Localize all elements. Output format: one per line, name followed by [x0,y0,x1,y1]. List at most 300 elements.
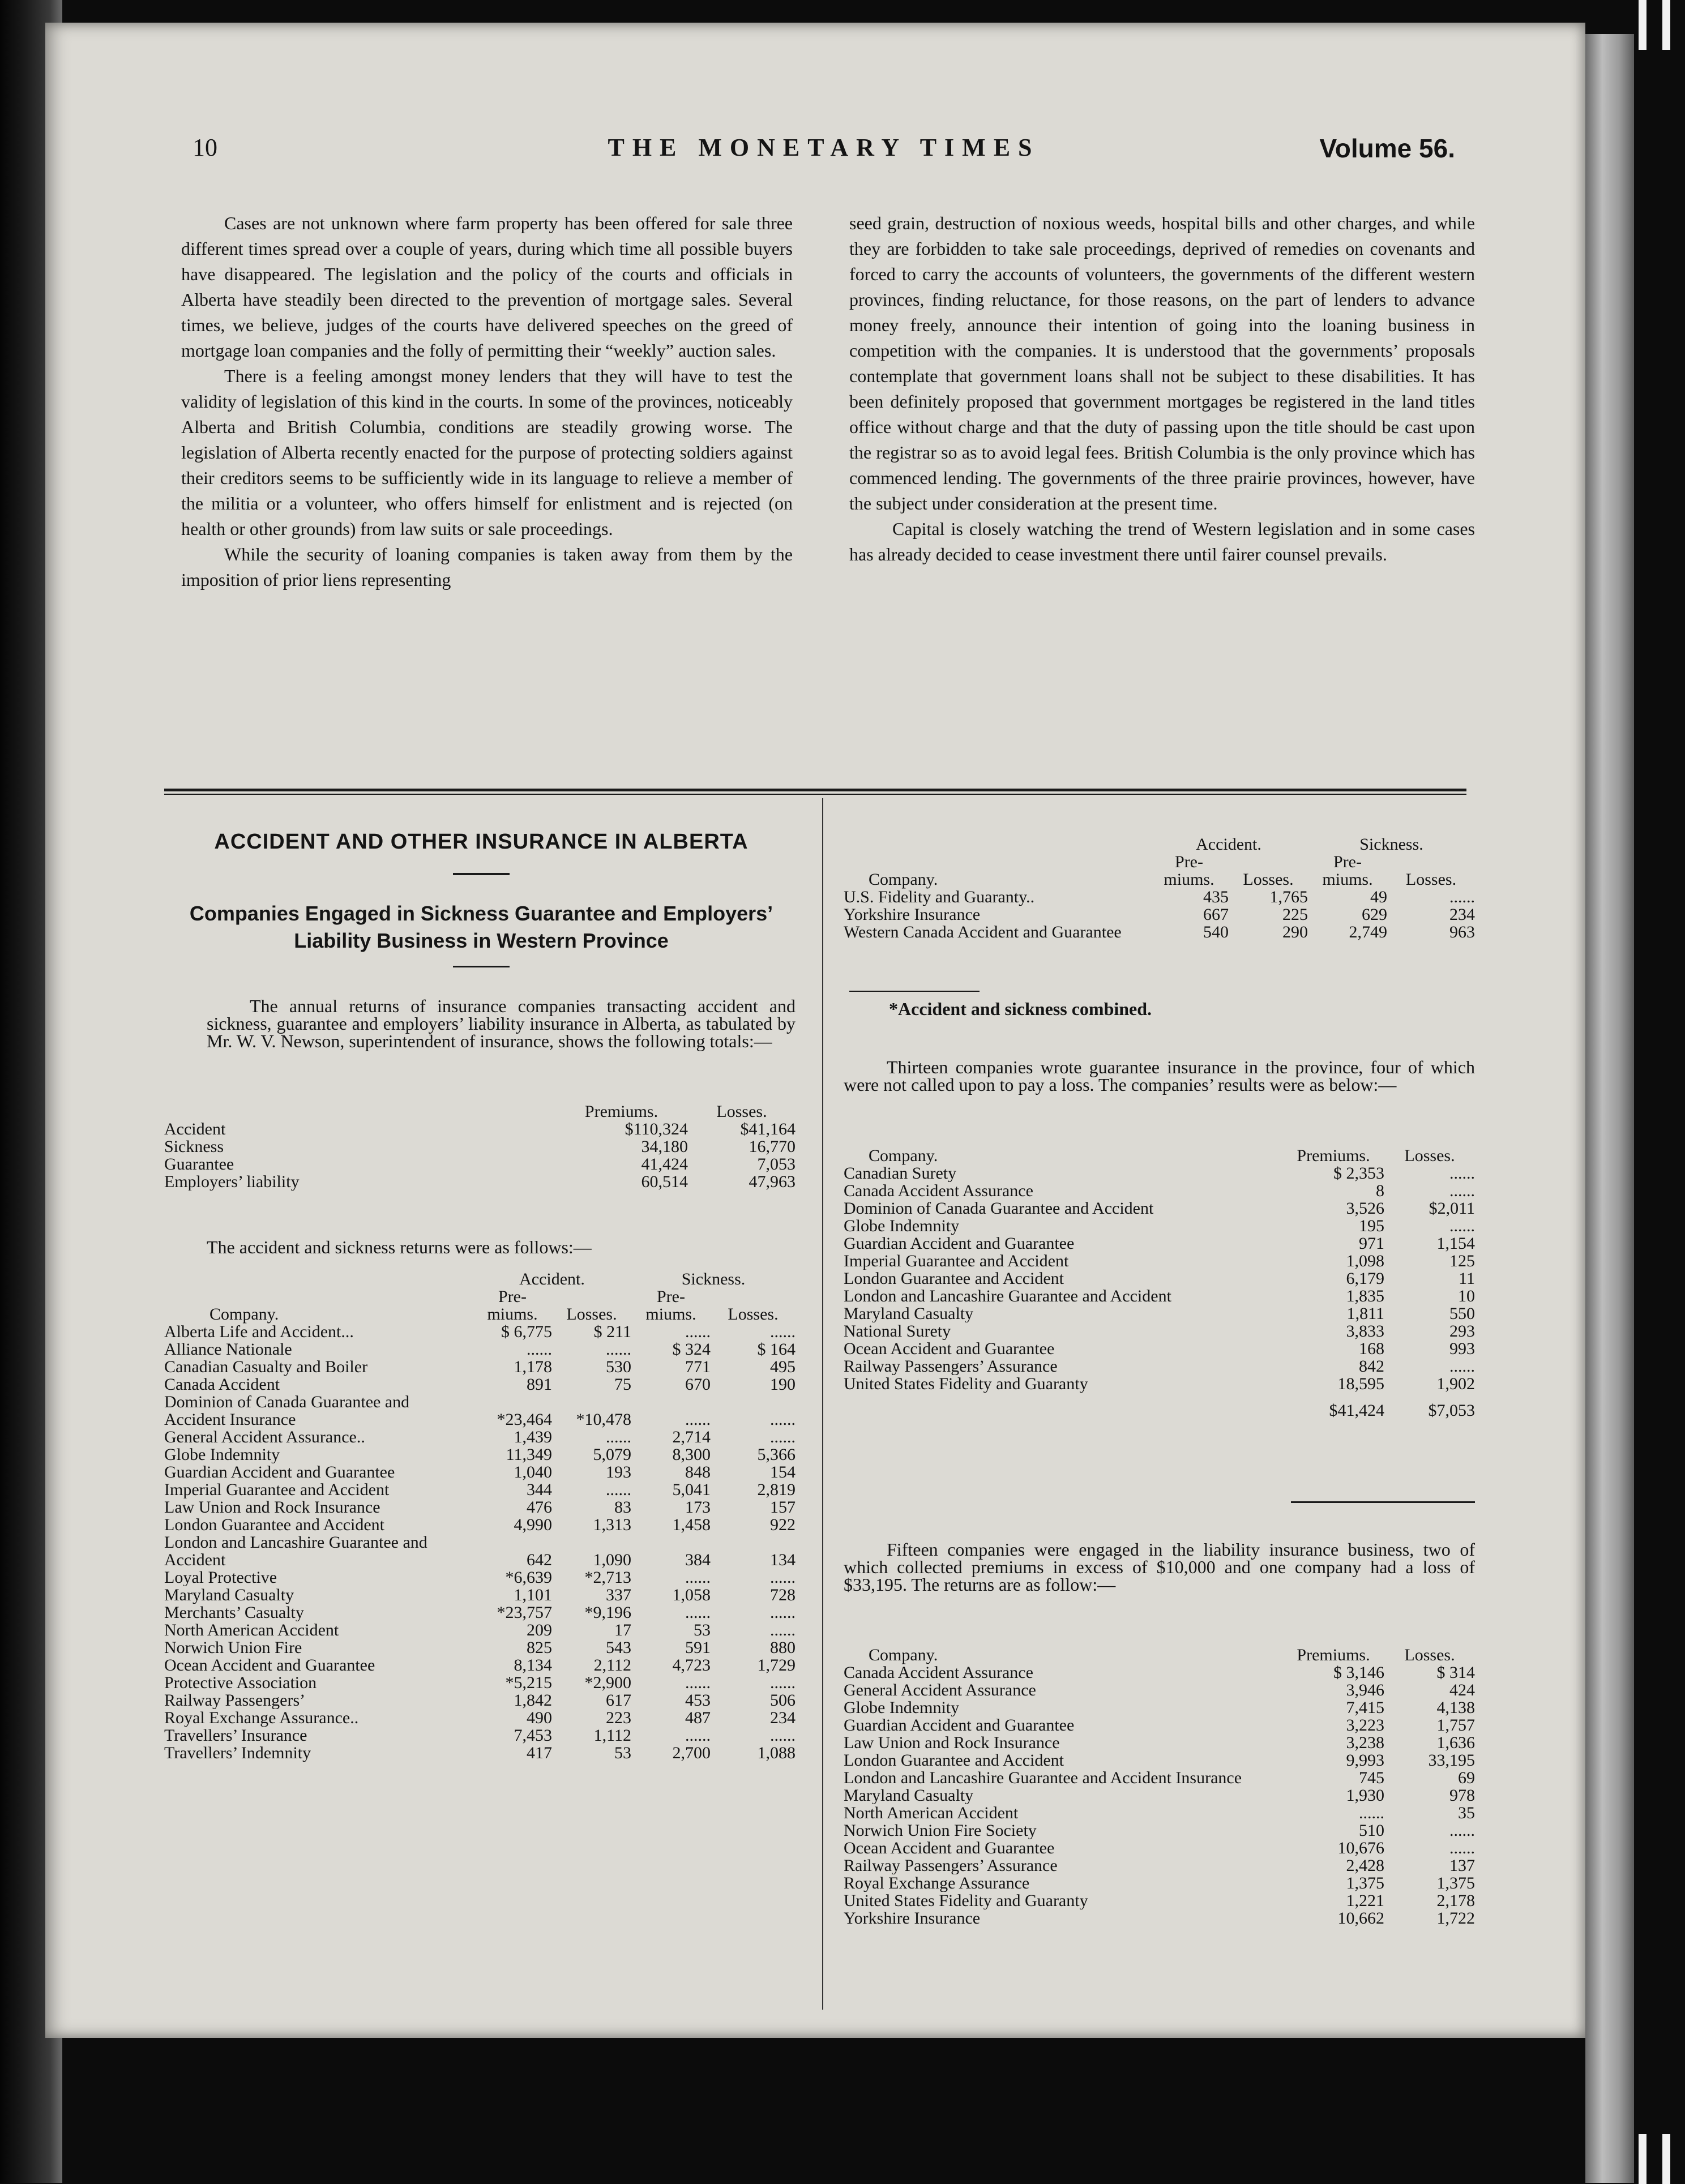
accident-header: Accident. [1196,835,1261,854]
table-cell: $ 211 [593,1322,631,1341]
table-cell: 337 [606,1586,631,1604]
table-cell: *23,464 [497,1410,552,1429]
company-name: Railway Passengers’ Assurance [844,1857,1058,1874]
company-name: United States Fidelity and Guaranty [844,1375,1088,1393]
table-row [844,1681,1475,1699]
table-row [164,1639,796,1656]
totals-table [164,1103,796,1191]
table-cell: *2,900 [584,1673,631,1692]
table-row [164,1569,796,1586]
company-name: Railway Passengers’ Assurance [844,1357,1058,1375]
subtitle-line: Liability Business in Western Province [294,929,669,952]
losses-header: Losses. [1404,1146,1455,1165]
table-row [164,1604,796,1621]
table-cell: 490 [527,1708,552,1727]
section-divider [164,789,1466,791]
table-cell: 510 [1359,1821,1384,1840]
table-row [164,1428,796,1446]
table-cell: ...... [770,1568,796,1587]
table-cell: 880 [770,1638,796,1657]
table-cell: 530 [606,1357,631,1376]
film-mark [1639,0,1646,50]
table-cell: 8 [1376,1181,1384,1200]
miums-header: miums. [1164,870,1214,889]
losses-header: Losses. [1405,870,1457,889]
company-header: Company. [869,870,938,889]
company-name: London and Lancashire Guarantee and Accident Insurance [844,1769,1242,1787]
table-cell: ...... [770,1621,796,1639]
table-cell: $ 314 [1436,1663,1475,1682]
table-cell: 745 [1359,1768,1384,1787]
table-cell: 60,514 [641,1172,688,1191]
table-cell: 6,179 [1346,1269,1384,1288]
film-mark [1662,0,1670,50]
table-cell: ...... [770,1726,796,1745]
table-cell: 1,375 [1346,1874,1384,1892]
table-cell: ...... [770,1322,796,1341]
table-cell: ...... [685,1726,711,1745]
category-name: Guarantee [164,1155,234,1173]
table-row [844,1357,1475,1375]
company-name: Norwich Union Fire [164,1639,302,1656]
table-cell: 842 [1359,1357,1384,1376]
table-cell: ...... [606,1340,631,1359]
table-cell: ...... [685,1603,711,1622]
table-row [164,1727,796,1744]
table-cell: 978 [1449,1786,1475,1805]
sickness-header: Sickness. [681,1270,746,1288]
table-cell: 168 [1359,1339,1384,1358]
paragraph: seed grain, destruction of noxious weeds, hospital bills and other charges, and while they are forbidden to take sale proceedings, deprived of remedies on covenants and forced to carry the accounts of volunteers, the governments of the different western provinces, finding reluctance, for those reasons, on the part of lenders to advance money freely, announce their intention of going into the loaning business in competition with the companies. It is understood that the governments’ proposals contemplate that government loans shall not be subject to these disabilities. It has been definitely proposed that government mortgages be registered in the land titles office without charge and that the duty of passing upon the title should be cast upon the registrar so as to avoid legal fees. British Columbia is the only province which has commenced lending. The governments of the three prairie provinces, however, have the subject under consideration at the present time. [849,213,1475,513]
company-name: Canada Accident Assurance [844,1182,1033,1200]
table-cell: 1,221 [1346,1891,1384,1910]
table-cell: 5,079 [593,1445,631,1464]
company-name: Guardian Accident and Guarantee [164,1463,395,1481]
table-cell: 18,595 [1337,1374,1384,1393]
accident-intro [207,1239,796,1256]
table-cell: $ 2,353 [1333,1164,1384,1183]
company-name: Travellers’ Insurance [164,1727,307,1744]
table-cell: 41,424 [641,1155,688,1174]
pre-header: Pre- [657,1287,685,1306]
table-row [844,1217,1475,1235]
journal-title: THE MONETARY TIMES [608,134,1040,161]
table-cell: 3,833 [1346,1322,1384,1341]
column-rule [822,798,823,2010]
table-cell: ...... [770,1410,796,1429]
table-cell: 1,375 [1436,1874,1475,1892]
table-cell: 223 [606,1708,631,1727]
table-cell: 629 [1362,905,1387,924]
premiums-header: Premiums. [1297,1646,1370,1664]
film-mark [1662,2134,1670,2184]
table-cell: 83 [614,1498,631,1517]
total-rule [1291,1501,1475,1503]
table-cell: $ 164 [757,1340,796,1359]
intro-paragraph [207,997,796,1050]
table-row [164,1586,796,1604]
section-subtitle [167,900,796,954]
table-cell: 17 [614,1621,631,1639]
company-name: Canadian Surety [844,1164,957,1182]
table-cell: *9,196 [584,1603,631,1622]
section-title: ACCIDENT AND OTHER INSURANCE IN ALBERTA [214,830,749,854]
table-row [164,1358,796,1376]
table-row [844,1892,1475,1909]
company-name: U.S. Fidelity and Guaranty.. [844,888,1035,906]
table-row [844,1182,1475,1200]
table-cell: 2,749 [1349,923,1387,941]
table-cell: *10,478 [576,1410,631,1429]
category-name: Employers’ liability [164,1173,300,1191]
table-cell: 1,439 [514,1428,552,1446]
premiums-header: Premiums. [584,1102,658,1121]
company-name: Dominion of Canada Guarantee and Accident [844,1200,1154,1217]
table-cell: 495 [770,1357,796,1376]
company-name: General Accident Assurance.. [164,1428,365,1446]
guarantee-intro-text: Thirteen companies wrote guarantee insurance in the province, four of which were not called upon to pay a loss. The companies’ results were as below:— [844,1057,1475,1095]
table-cell: 993 [1449,1339,1475,1358]
company-name: Railway Passengers’ [164,1691,306,1709]
table-cell: 16,770 [749,1137,796,1156]
paragraph: Cases are not unknown where farm property has been offered for sale three different times spread over a couple of years, during which time all possible buyers have disappeared. The legislation and the policy of the courts and officials in Alberta have steadily been directed to the prevention of mortgage sales. Several times, we believe, judges of the courts have delivered speeches on the greed of mortgage loan companies and the folly of permitting their “weekly” auction sales. [181,213,793,361]
table-cell: *2,713 [584,1568,631,1587]
company-name: Protective Association [164,1674,317,1691]
table-row [844,923,1475,941]
guarantee-total-losses: $7,053 [1428,1401,1475,1420]
company-name: Western Canada Accident and Guarantee [844,923,1122,941]
table-cell: 1,098 [1346,1252,1384,1270]
table-cell: 293 [1449,1322,1475,1341]
table-cell: 33,195 [1428,1751,1475,1770]
accident-sickness-table-continued [844,836,1475,941]
table-row [164,1534,796,1569]
table-cell: 1,842 [514,1691,552,1710]
title-rule [453,873,510,875]
table-cell: 1,154 [1436,1234,1475,1253]
table-cell: 137 [1449,1856,1475,1875]
company-name: Yorkshire Insurance [844,906,981,923]
liability-table [844,1646,1475,1927]
company-name: Imperial Guarantee and Accident [844,1252,1069,1270]
company-name: London and Lancashire Guarantee and Accident [844,1287,1171,1305]
right-text-column [849,211,1475,567]
table-cell: 154 [770,1463,796,1481]
company-name: Maryland Casualty [844,1305,974,1322]
company-name: Guardian Accident and Guarantee [844,1716,1075,1734]
accident-sickness-table [164,1270,796,1762]
company-name: General Accident Assurance [844,1681,1036,1699]
company-name: Dominion of Canada Guarantee and Accident Insurance [164,1393,410,1428]
table-cell: ...... [527,1340,552,1359]
table-cell: 47,963 [749,1172,796,1191]
company-name: Canadian Casualty and Boiler [164,1358,368,1376]
company-name: Travellers’ Indemnity [164,1744,311,1762]
table-cell: ...... [1449,1217,1475,1235]
table-row [844,1200,1475,1217]
company-header: Company. [869,1646,938,1664]
table-cell: ...... [606,1428,631,1446]
table-cell: 617 [606,1691,631,1710]
table-cell: 4,138 [1436,1698,1475,1717]
paragraph: While the security of loaning companies is taken away from them by the imposition of prior liens representing [181,544,793,590]
table-cell: 53 [694,1621,711,1639]
table-row [844,1699,1475,1716]
table-cell: 1,757 [1436,1716,1475,1735]
table-cell: $ 324 [672,1340,711,1359]
company-name: Law Union and Rock Insurance [844,1734,1060,1752]
film-mark [1639,2134,1646,2184]
company-header: Company. [209,1305,279,1324]
table-row [844,1909,1475,1927]
table-cell: 344 [527,1480,552,1499]
table-cell: 10 [1458,1287,1475,1305]
table-row [164,1516,796,1534]
company-name: United States Fidelity and Guaranty [844,1892,1088,1909]
table-cell: 290 [1282,923,1308,941]
table-row [844,1287,1475,1305]
table-cell: 1,636 [1436,1733,1475,1752]
company-name: Royal Exchange Assurance.. [164,1709,359,1727]
table-cell: 540 [1203,923,1229,941]
category-name: Sickness [164,1138,224,1155]
table-row [844,1305,1475,1322]
intro-text: The annual returns of insurance companies transacting accident and sickness, guarantee and employers’ liability insurance in Alberta, as tabulated by Mr. W. V. Newson, superintendent of insurance, shows the following totals:— [207,996,796,1051]
table-row [844,1664,1475,1681]
volume-label: Volume 56. [1319,134,1455,163]
table-cell: 75 [614,1375,631,1394]
company-name: London and Lancashire Guarantee and Accident [164,1534,427,1569]
table-row [164,1674,796,1691]
table-row [844,1822,1475,1839]
table-row [844,1752,1475,1769]
table-cell: $110,324 [625,1120,688,1138]
table-cell: *23,757 [497,1603,552,1622]
table-cell: 2,714 [672,1428,711,1446]
table-cell: *6,639 [505,1568,552,1587]
table-cell: 234 [770,1708,796,1727]
table-cell: 125 [1449,1252,1475,1270]
table-cell: 234 [1449,905,1475,924]
table-cell: ...... [1449,888,1475,906]
company-name: Globe Indemnity [844,1217,960,1235]
paragraph: Capital is closely watching the trend of Western legislation and in some cases has already decided to cease investment there until fairer counsel prevails. [849,519,1475,564]
company-name: Alliance Nationale [164,1341,292,1358]
table-row [844,1340,1475,1357]
company-name: Maryland Casualty [164,1586,294,1604]
table-row [164,1138,796,1155]
running-header [193,133,1455,173]
losses-header: Losses. [728,1305,779,1324]
table-cell: $41,164 [740,1120,796,1138]
table-cell: 1,178 [514,1357,552,1376]
table-cell: 195 [1359,1217,1384,1235]
table-row [844,888,1475,906]
table-cell: 642 [527,1551,552,1569]
table-cell: ...... [685,1410,711,1429]
table-cell: ...... [770,1428,796,1446]
guarantee-total-premiums: $41,424 [1329,1401,1384,1420]
table-cell: ...... [685,1568,711,1587]
miums-header: miums. [645,1305,696,1324]
pre-header: Pre- [1333,853,1362,871]
table-cell: 1,722 [1436,1909,1475,1928]
company-name: Alberta Life and Accident... [164,1323,354,1341]
table-cell: 1,835 [1346,1287,1384,1305]
table-cell: 506 [770,1691,796,1710]
table-cell: 384 [685,1551,711,1569]
table-cell: 53 [614,1744,631,1762]
company-name: Canada Accident Assurance [844,1664,1033,1681]
table-cell: 424 [1449,1681,1475,1699]
table-cell: 5,366 [757,1445,796,1464]
table-row [844,1839,1475,1857]
table-cell: $ 6,775 [501,1322,552,1341]
table-cell: 35 [1458,1804,1475,1822]
table-cell: 5,041 [672,1480,711,1499]
table-cell: 4,990 [514,1515,552,1534]
table-cell: $2,011 [1429,1199,1475,1218]
table-cell: 3,946 [1346,1681,1384,1699]
table-row [844,1857,1475,1874]
company-name: Canada Accident [164,1376,280,1393]
table-cell: 11,349 [506,1445,552,1464]
film-margin [1634,0,1685,2183]
table-cell: 848 [685,1463,711,1481]
table-cell: 922 [770,1515,796,1534]
table-row [164,1393,796,1428]
company-name: London Guarantee and Accident [164,1516,385,1534]
table-cell: 667 [1203,905,1229,924]
table-cell: 34,180 [641,1137,688,1156]
table-cell: 728 [770,1586,796,1604]
table-row [844,1252,1475,1270]
table-cell: 591 [685,1638,711,1657]
table-cell: 134 [770,1551,796,1569]
company-name: Ocean Accident and Guarantee [164,1656,375,1674]
table-cell: 1,313 [593,1515,631,1534]
table-cell: $ 3,146 [1333,1663,1384,1682]
company-header: Company. [869,1146,938,1165]
table-cell: 2,178 [1436,1891,1475,1910]
table-row [164,1691,796,1709]
table-cell: ...... [1449,1821,1475,1840]
table-cell: 1,040 [514,1463,552,1481]
paragraph: There is a feeling amongst money lenders that they will have to test the validity of legislation of this kind in the courts. In some of the provinces, noticeably Alberta and British Columbia, conditions are steadily growing worse. The legislation of Alberta recently enacted for the purpose of protecting soldiers against their creditors seems to be sufficiently wide in its language to relieve a member of the militia or a volunteer, who offers himself for enlistment and is rejected (on health or other grounds) from law suits or sale proceedings. [181,366,793,539]
table-cell: 1,765 [1269,888,1308,906]
table-cell: 453 [685,1691,711,1710]
table-cell: 10,662 [1337,1909,1384,1928]
table-row [164,1744,796,1762]
left-text-column [181,211,793,593]
table-row [844,1787,1475,1804]
table-row [164,1446,796,1463]
table-cell: 225 [1282,905,1308,924]
table-cell: 11 [1459,1269,1475,1288]
table-cell: 8,134 [514,1656,552,1675]
accident-footnote: *Accident and sickness combined. [889,999,1152,1019]
company-name: Royal Exchange Assurance [844,1874,1030,1892]
table-cell: 7,453 [514,1726,552,1745]
table-cell: 4,723 [672,1656,711,1675]
table-cell: 9,993 [1346,1751,1384,1770]
table-cell: ...... [1449,1839,1475,1857]
table-row [844,1804,1475,1822]
table-row [164,1323,796,1341]
table-cell: 69 [1458,1768,1475,1787]
table-row [844,1769,1475,1787]
company-name: London Guarantee and Accident [844,1270,1064,1287]
table-cell: 190 [770,1375,796,1394]
company-name: Ocean Accident and Guarantee [844,1839,1055,1857]
table-cell: ...... [685,1322,711,1341]
table-cell: 825 [527,1638,552,1657]
table-cell: 209 [527,1621,552,1639]
table-cell: 2,112 [593,1656,631,1675]
table-cell: 971 [1359,1234,1384,1253]
pre-header: Pre- [498,1287,527,1306]
category-name: Accident [164,1120,226,1138]
company-name: Maryland Casualty [844,1787,974,1804]
table-cell: 771 [685,1357,711,1376]
accident-header: Accident. [519,1270,585,1288]
table-cell: 1,729 [757,1656,796,1675]
table-cell: ...... [1449,1357,1475,1376]
table-cell: ...... [685,1673,711,1692]
miums-header: miums. [1322,870,1373,889]
premiums-header: Premiums. [1297,1146,1370,1165]
accident-intro-text: The accident and sickness returns were as follows:— [207,1237,592,1257]
company-name: Ocean Accident and Guarantee [844,1340,1055,1357]
table-row [164,1709,796,1727]
table-row [164,1621,796,1639]
table-cell: 487 [685,1708,711,1727]
table-cell: 670 [685,1375,711,1394]
company-name: Law Union and Rock Insurance [164,1498,380,1516]
table-cell: 3,223 [1346,1716,1384,1735]
table-cell: 2,428 [1346,1856,1384,1875]
table-cell: 7,053 [757,1155,796,1174]
table-row [844,1235,1475,1252]
table-cell: ...... [770,1603,796,1622]
company-name: North American Accident [164,1621,339,1639]
table-row [844,1874,1475,1892]
company-name: Merchants’ Casualty [164,1604,304,1621]
losses-header: Losses. [1404,1646,1455,1664]
table-cell: 49 [1370,888,1387,906]
losses-header: Losses. [566,1305,617,1324]
losses-header: Losses. [716,1102,767,1121]
table-row [844,1322,1475,1340]
table-row [164,1120,796,1138]
liability-intro [844,1541,1475,1594]
company-name: Norwich Union Fire Society [844,1822,1037,1839]
company-name: North American Accident [844,1804,1019,1822]
miums-header: miums. [487,1305,538,1324]
table-cell: 891 [527,1375,552,1394]
liability-intro-text: Fifteen companies were engaged in the liability insurance business, two of which collected premiums in excess of $10,000 and one company had a loss of $33,195. The returns are as follow:— [844,1539,1475,1595]
company-name: Globe Indemnity [164,1446,280,1463]
company-name: Guardian Accident and Guarantee [844,1235,1075,1252]
table-row [164,1173,796,1191]
table-row [164,1155,796,1173]
table-cell: 1,458 [672,1515,711,1534]
page-edge-right [1585,34,1642,2183]
title-rule [453,966,510,967]
subtitle-line: Companies Engaged in Sickness Guarantee and Employers’ [189,902,773,925]
table-row [844,1716,1475,1734]
table-row [844,906,1475,923]
